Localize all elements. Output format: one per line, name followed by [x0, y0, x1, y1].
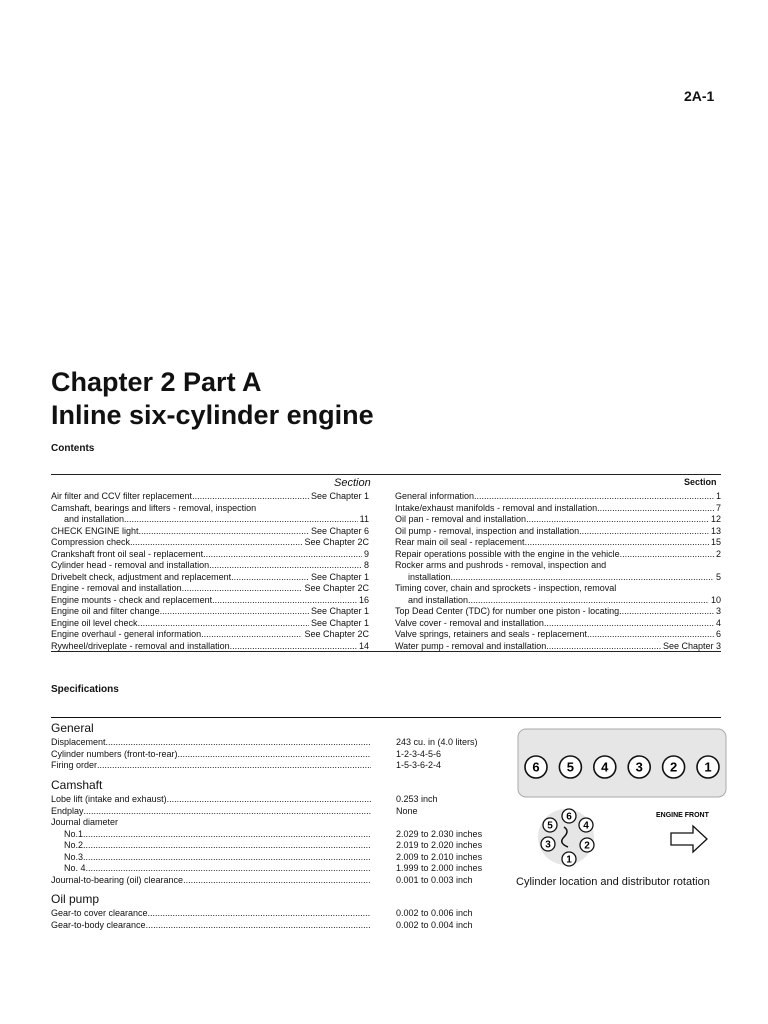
- chapter-title-line2: Inline six-cylinder engine: [51, 400, 374, 430]
- spec-label: No. 4: [64, 863, 86, 873]
- toc-entry: [395, 618, 721, 630]
- cylinder-diagram: [516, 727, 728, 877]
- toc-entry-page: 14: [358, 640, 369, 651]
- spec-leader-dots: [118, 817, 371, 829]
- spec-value: 243 cu. in (4.0 liters): [396, 737, 478, 747]
- toc-entry-page: 7: [715, 502, 721, 513]
- toc-leader-dots: [124, 514, 358, 526]
- toc-entry-page: 1: [715, 491, 721, 501]
- toc-entry-page: 9: [363, 548, 369, 559]
- distributor-terminal-number: 5: [547, 820, 553, 832]
- spec-label: Endplay: [51, 805, 84, 816]
- spec-row: [51, 749, 371, 761]
- spec-row: [51, 852, 371, 864]
- spec-row: [51, 829, 371, 841]
- spec-leader-dots: [183, 875, 371, 887]
- specifications-rule: [51, 717, 721, 718]
- cylinder-number: 5: [566, 759, 575, 775]
- toc-entry-page: [719, 560, 721, 572]
- toc-entry: [51, 514, 369, 526]
- toc-leader-dots: [139, 526, 309, 538]
- toc-leader-dots: [526, 514, 709, 526]
- toc-entry: [395, 526, 721, 538]
- toc-entry-page: See Chapter 1: [310, 491, 369, 501]
- distributor-terminal-number: 4: [583, 820, 589, 832]
- toc-left-column: [51, 491, 369, 652]
- spec-leader-dots: [84, 806, 371, 818]
- section-column-head-left: Section: [334, 477, 371, 489]
- toc-entry-page: 4: [715, 617, 721, 628]
- toc-entry-page: See Chapter 1: [310, 617, 369, 628]
- toc-leader-dots: [468, 595, 709, 607]
- toc-entry: [51, 526, 369, 538]
- toc-entry-page: 16: [358, 594, 369, 605]
- toc-entry-page: 3: [715, 606, 721, 616]
- spec-value: 0.001 to 0.003 inch: [396, 874, 473, 885]
- toc-entry: [51, 549, 369, 561]
- chapter-title-line1: Chapter 2 Part A: [51, 367, 262, 397]
- toc-entry: [51, 537, 369, 549]
- spec-leader-dots: [148, 908, 371, 920]
- general-specs: [51, 721, 371, 772]
- section-column-head-right: Section: [684, 477, 717, 487]
- contents-heading: Contents: [51, 443, 95, 454]
- toc-entry-page: See Chapter 3: [662, 640, 721, 651]
- toc-entry-page: See Chapter 6: [310, 525, 369, 536]
- toc-entry-title: Rywheel/driveplate - removal and installation: [51, 640, 230, 651]
- toc-leader-dots: [525, 537, 709, 549]
- toc-entry: [51, 560, 369, 572]
- toc-entry-title: installation: [408, 571, 451, 582]
- toc-entry-page: 8: [363, 560, 369, 570]
- toc-leader-dots: [201, 629, 302, 641]
- spec-row: [51, 840, 371, 852]
- toc-bottom-rule: [51, 651, 721, 652]
- distributor-terminal-number: 6: [566, 811, 572, 823]
- spec-label: Journal-to-bearing (oil) clearance: [51, 874, 184, 885]
- toc-entry-title: Drivebelt check, adjustment and replacement: [51, 571, 232, 582]
- spec-row: [51, 817, 371, 829]
- spec-value: 1-2-3-4-5-6: [396, 748, 442, 759]
- spec-value: 0.253 inch: [396, 794, 438, 804]
- spec-label: Cylinder numbers (front-to-rear): [51, 748, 178, 759]
- spec-leader-dots: [83, 840, 371, 852]
- engine-front-label: ENGINE FRONT: [656, 812, 709, 819]
- toc-entry-page: 10: [710, 594, 721, 605]
- engine-front-arrow-icon: [671, 826, 707, 852]
- toc-entry-page: [367, 503, 369, 515]
- toc-leader-dots: [597, 503, 714, 515]
- spec-row: [51, 863, 371, 875]
- cylinder-number: 2: [669, 759, 678, 775]
- spec-label: Gear-to cover clearance: [51, 908, 148, 918]
- spec-label: Gear-to-body clearance: [51, 919, 146, 930]
- toc-entry-page: 5: [715, 571, 721, 582]
- toc-leader-dots: [619, 606, 714, 618]
- toc-entry-title: and installation: [408, 594, 469, 605]
- toc-entry: [51, 503, 369, 515]
- toc-entry-title: Engine - removal and installation: [51, 583, 182, 593]
- diagram-caption: Cylinder location and distributor rotation: [516, 876, 710, 888]
- distributor-terminal-number: 3: [545, 839, 551, 851]
- spec-value: 0.002 to 0.004 inch: [396, 919, 473, 930]
- general-heading: General: [51, 721, 94, 735]
- toc-top-rule: [51, 474, 721, 475]
- spec-leader-dots: [83, 829, 371, 841]
- toc-entry-page: [719, 583, 721, 595]
- toc-leader-dots: [606, 560, 719, 572]
- spec-label: No.2: [64, 840, 84, 850]
- toc-entry-page: See Chapter 1: [310, 606, 369, 616]
- spec-label: Journal diameter: [51, 817, 119, 827]
- toc-entry-title: CHECK ENGINE light: [51, 525, 139, 536]
- toc-entry: [395, 514, 721, 526]
- spec-value: 1-5-3-6-2-4: [396, 760, 442, 770]
- toc-entry-page: See Chapter 2C: [304, 629, 369, 639]
- toc-entry-title: Oil pump - removal, inspection and installation: [395, 525, 580, 536]
- toc-leader-dots: [620, 549, 714, 561]
- spec-label: Firing order: [51, 760, 98, 770]
- spec-row: [51, 875, 371, 887]
- camshaft-specs: [51, 778, 371, 886]
- toc-leader-dots: [138, 618, 309, 630]
- page-number: 2A-1: [684, 88, 715, 104]
- toc-entry-title: Valve cover - removal and installation: [395, 617, 544, 628]
- spec-leader-dots: [146, 920, 371, 932]
- distributor-terminal-number: 2: [584, 840, 590, 852]
- toc-leader-dots: [544, 618, 714, 630]
- toc-leader-dots: [209, 560, 362, 572]
- toc-entry-title: Engine overhaul - general information: [51, 629, 202, 639]
- toc-entry-title: Oil pan - removal and installation: [395, 514, 527, 524]
- toc-leader-dots: [474, 491, 714, 503]
- spec-leader-dots: [83, 852, 371, 864]
- toc-entry: [395, 595, 721, 607]
- toc-entry: [395, 491, 721, 503]
- spec-value: 0.002 to 0.006 inch: [396, 908, 473, 918]
- spec-label: Displacement: [51, 737, 106, 747]
- toc-entry-title: Water pump - removal and installation: [395, 640, 547, 651]
- spec-value: 2.019 to 2.020 inches: [396, 840, 483, 850]
- spec-leader-dots: [106, 737, 371, 749]
- toc-entry-page: 6: [715, 629, 721, 639]
- spec-value: 2.029 to 2.030 inches: [396, 828, 483, 839]
- toc-entry-title: Engine oil and filter change: [51, 606, 160, 616]
- toc-entry: [51, 606, 369, 618]
- toc-entry-page: 2: [715, 548, 721, 559]
- engine-block-outline: [518, 729, 726, 797]
- toc-entry: [395, 560, 721, 572]
- spec-row: [51, 737, 371, 749]
- oilpump-heading: Oil pump: [51, 892, 100, 906]
- toc-entry-title: Camshaft, bearings and lifters - removal, inspection: [51, 502, 257, 513]
- toc-entry-page: 13: [710, 525, 721, 536]
- toc-entry: [395, 549, 721, 561]
- spec-label: No.1: [64, 828, 84, 839]
- toc-right-column: [395, 491, 721, 652]
- toc-leader-dots: [451, 572, 714, 584]
- cylinder-number: 6: [532, 759, 540, 775]
- toc-entry-title: Top Dead Center (TDC) for number one piston - locating: [395, 606, 620, 616]
- spec-value: None: [396, 805, 418, 816]
- toc-entry: [395, 629, 721, 641]
- toc-entry-title: Engine oil level check: [51, 617, 138, 628]
- toc-entry-title: and installation: [64, 514, 125, 524]
- toc-leader-dots: [231, 572, 309, 584]
- spec-leader-dots: [97, 760, 371, 772]
- spec-row: [51, 908, 371, 920]
- toc-leader-dots: [160, 606, 309, 618]
- toc-entry: [51, 491, 369, 503]
- toc-entry: [51, 572, 369, 584]
- toc-entry-page: See Chapter 1: [310, 571, 369, 582]
- toc-entry-page: See Chapter 2C: [304, 537, 369, 547]
- toc-entry-title: Rocker arms and pushrods - removal, inspection and: [395, 560, 607, 570]
- cylinder-number: 3: [635, 759, 643, 775]
- spec-row: [51, 806, 371, 818]
- toc-entry-title: Air filter and CCV filter replacement: [51, 491, 193, 501]
- spec-row: [51, 760, 371, 772]
- toc-entry: [51, 583, 369, 595]
- toc-entry-title: Repair operations possible with the engine in the vehicle: [395, 548, 620, 559]
- toc-entry: [51, 629, 369, 641]
- toc-entry: [395, 606, 721, 618]
- spec-row: [51, 920, 371, 932]
- toc-entry-title: Compression check: [51, 537, 131, 547]
- spec-leader-dots: [167, 794, 371, 806]
- toc-entry: [395, 583, 721, 595]
- toc-entry: [51, 595, 369, 607]
- toc-leader-dots: [616, 583, 719, 595]
- spec-value: 2.009 to 2.010 inches: [396, 851, 483, 862]
- toc-entry-page: See Chapter 2C: [304, 583, 369, 593]
- toc-leader-dots: [579, 526, 709, 538]
- toc-entry-title: Valve springs, retainers and seals - replacement: [395, 629, 587, 639]
- toc-leader-dots: [192, 491, 309, 503]
- cylinder-number: 1: [704, 759, 712, 775]
- toc-leader-dots: [587, 629, 714, 641]
- spec-label: No.3: [64, 851, 84, 862]
- oilpump-specs: [51, 892, 371, 931]
- specifications-heading: Specifications: [51, 684, 119, 695]
- chapter-title: [51, 366, 374, 432]
- spec-label: Lobe lift (intake and exhaust): [51, 794, 167, 804]
- toc-entry-title: Timing cover, chain and sprockets - inspection, removal: [395, 583, 617, 593]
- toc-entry-page: 12: [710, 514, 721, 524]
- toc-leader-dots: [130, 537, 302, 549]
- toc-leader-dots: [212, 595, 357, 607]
- toc-entry-title: Crankshaft front oil seal - replacement: [51, 548, 204, 559]
- toc-entry-title: Engine mounts - check and replacement: [51, 594, 213, 605]
- camshaft-heading: Camshaft: [51, 778, 103, 792]
- toc-entry-title: Intake/exhaust manifolds - removal and installation: [395, 502, 598, 513]
- toc-entry-page: 11: [359, 514, 369, 524]
- toc-entry-title: Cylinder head - removal and installation: [51, 560, 210, 570]
- cylinder-number: 4: [601, 759, 609, 775]
- spec-leader-dots: [86, 863, 371, 875]
- toc-leader-dots: [203, 549, 362, 561]
- toc-entry: [395, 537, 721, 549]
- spec-row: [51, 794, 371, 806]
- distributor-terminal-number: 1: [566, 854, 572, 866]
- toc-entry-page: 15: [710, 537, 721, 547]
- spec-leader-dots: [178, 749, 371, 761]
- toc-entry: [51, 618, 369, 630]
- toc-entry: [395, 572, 721, 584]
- toc-leader-dots: [182, 583, 303, 595]
- toc-entry-title: General information: [395, 491, 475, 501]
- toc-entry: [395, 503, 721, 515]
- spec-value: 1.999 to 2.000 inches: [396, 863, 483, 873]
- toc-entry-title: Rear main oil seal - replacement: [395, 537, 525, 547]
- toc-leader-dots: [256, 503, 367, 515]
